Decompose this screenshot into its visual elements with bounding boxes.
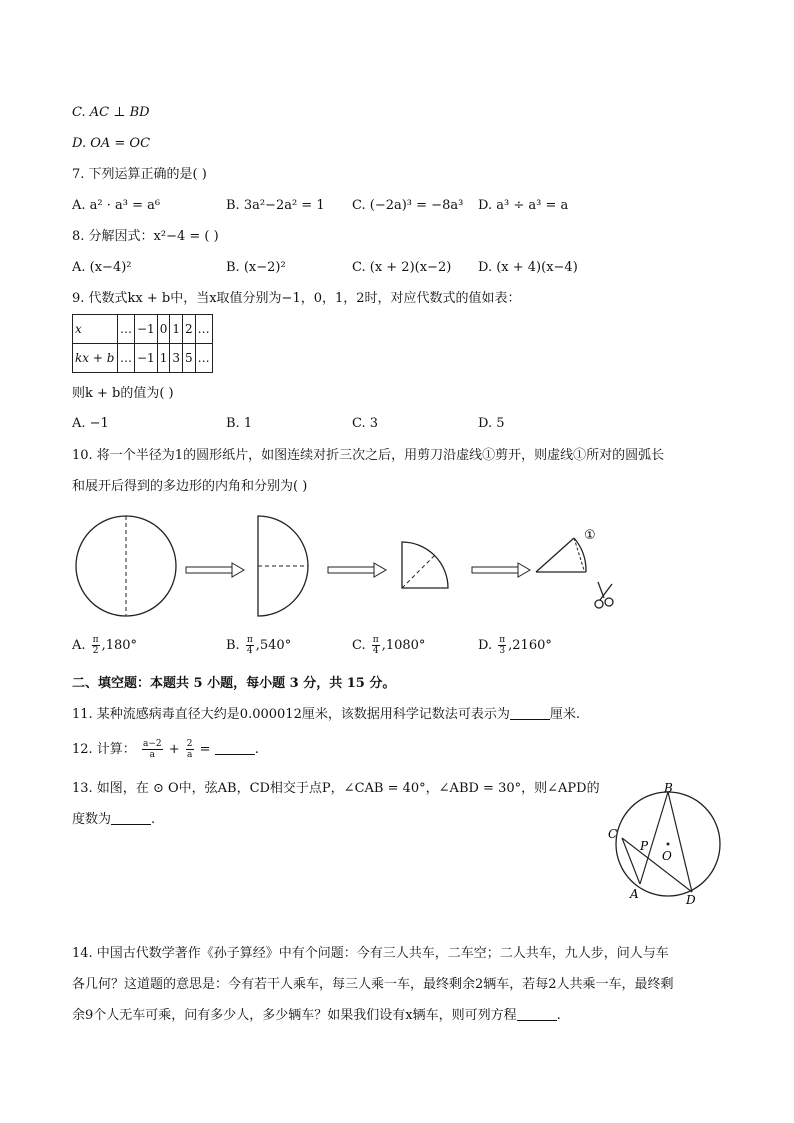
table-cell: 1 (170, 315, 183, 344)
q10-stem-line1: 10. 将一个半径为1的圆形纸片，如图连续对折三次之后，用剪刀沿虚线①剪开，则虚线①所对的圆弧长 (72, 448, 665, 463)
dashed-cut-line (574, 538, 584, 570)
arrow-icon (472, 563, 530, 577)
q9-ask: 则k + b的值为( ) (72, 386, 174, 401)
q6-option-c: C. AC ⊥ BD (72, 105, 150, 120)
table-cell: … (195, 344, 212, 373)
table-cell: −1 (135, 344, 158, 373)
q7-option-d: D. a³ ÷ a³ = a (478, 198, 569, 213)
q7-option-c: C. (−2a)³ = −8a³ (352, 198, 464, 213)
q10-option-c: C. $\frac{\pi}{4}$ ,1080° (352, 635, 426, 656)
label-c: C (608, 827, 618, 841)
q13-text-line1: 13. 如图，在 ⊙ O中，弦AB，CD相交于点P，∠CAB = 40°，∠ABD = 30°，则∠APD的 (72, 781, 600, 796)
q10-option-d: D. $\frac{\pi}{3}$ ,2160° (478, 635, 552, 656)
q14-text-line3: 余9个人无车可乘，问有多少人，多少辆车？如果我们设有x辆车，则可列方程 . (72, 1008, 561, 1023)
fraction: $\frac{\pi}{4}$ (246, 635, 253, 656)
q9-value-table (72, 314, 213, 373)
q9-option-a: A. −1 (72, 416, 109, 431)
scissors-icon (595, 582, 613, 608)
table-cell: x (73, 315, 118, 344)
answer-blank[interactable] (111, 810, 151, 825)
fraction: $\frac{a-2}{a}$ (142, 739, 162, 760)
q8-option-a: A. (x−4)² (72, 260, 132, 275)
q10-stem-line2: 和展开后得到的多边形的内角和分别为( ) (72, 479, 308, 494)
table-cell: 5 (182, 344, 195, 373)
q14-text-line2: 各几何？这道题的意思是：今有若干人乘车，每三人乘一车，最终剩余2辆车，若每2人共乘一车，最终剩 (72, 977, 674, 992)
table-cell: −1 (135, 315, 158, 344)
answer-blank[interactable] (517, 1006, 557, 1021)
arrow-icon (328, 563, 386, 577)
table-cell: … (118, 315, 135, 344)
q6-option-d: D. OA = OC (72, 136, 151, 151)
q11-text: 11. 某种流感病毒直径大约是0.000012厘米，该数据用科学记数法可表示为 厘米. (72, 707, 580, 722)
table-cell: kx + b (73, 344, 118, 373)
fraction: $\frac{\pi}{3}$ (499, 635, 506, 656)
q13-circle-figure (600, 778, 730, 908)
q12-text: 12. 计算： $\frac{a-2}{a}$ + $\frac{2}{a}$ = . (72, 739, 259, 760)
label-d: D (686, 893, 696, 907)
answer-blank[interactable] (215, 740, 255, 755)
q9-option-b: B. 1 (226, 416, 253, 431)
label-a: A (630, 887, 639, 901)
dashed-fold-line (402, 555, 435, 588)
table-cell: … (118, 344, 135, 373)
fraction: $\frac{\pi}{4}$ (372, 635, 379, 656)
q9-stem: 9. 代数式kx + b中，当x取值分别为−1，0，1，2时，对应代数式的值如表： (72, 291, 521, 306)
center-dot (667, 843, 670, 846)
q7-option-a: A. a² · a³ = a⁶ (72, 198, 161, 213)
q8-option-b: B. (x−2)² (226, 260, 286, 275)
q7-option-b: B. 3a²−2a² = 1 (226, 198, 325, 213)
label-b: B (664, 781, 673, 795)
q9-option-c: C. 3 (352, 416, 379, 431)
fraction: $\frac{2}{a}$ (186, 739, 193, 760)
q7-stem: 7. 下列运算正确的是( ) (72, 167, 207, 182)
q10-option-a: A. $\frac{\pi}{2}$ ,180° (72, 635, 138, 656)
q10-folding-figure (72, 512, 632, 622)
fraction: $\frac{\pi}{2}$ (92, 635, 99, 656)
table-cell: 1 (157, 344, 170, 373)
label-o: O (662, 849, 672, 863)
label-p: P (640, 839, 649, 853)
q14-text-line1: 14. 中国古代数学著作《孙子算经》中有个问题：今有三人共车，二车空；二人共车，九人步，问人与车 (72, 946, 669, 961)
answer-blank[interactable] (510, 705, 550, 720)
q13-text-line2: 度数为 . (72, 812, 156, 827)
table-cell: … (195, 315, 212, 344)
q9-option-d: D. 5 (478, 416, 505, 431)
table-cell: 3 (170, 344, 183, 373)
q8-option-d: D. (x + 4)(x−4) (478, 260, 578, 275)
arrow-icon (186, 563, 244, 577)
table-cell: 0 (157, 315, 170, 344)
table-row (73, 344, 213, 373)
section-heading: 二、填空题：本题共 5 小题，每小题 3 分，共 15 分。 (72, 676, 396, 691)
table-cell: 2 (182, 315, 195, 344)
q8-stem: 8. 分解因式：x²−4 = ( ) (72, 229, 219, 244)
table-row (73, 315, 213, 344)
cut-line-label: ① (584, 528, 596, 543)
q8-option-c: C. (x + 2)(x−2) (352, 260, 452, 275)
q10-option-b: B. $\frac{\pi}{4}$ ,540° (226, 635, 292, 656)
